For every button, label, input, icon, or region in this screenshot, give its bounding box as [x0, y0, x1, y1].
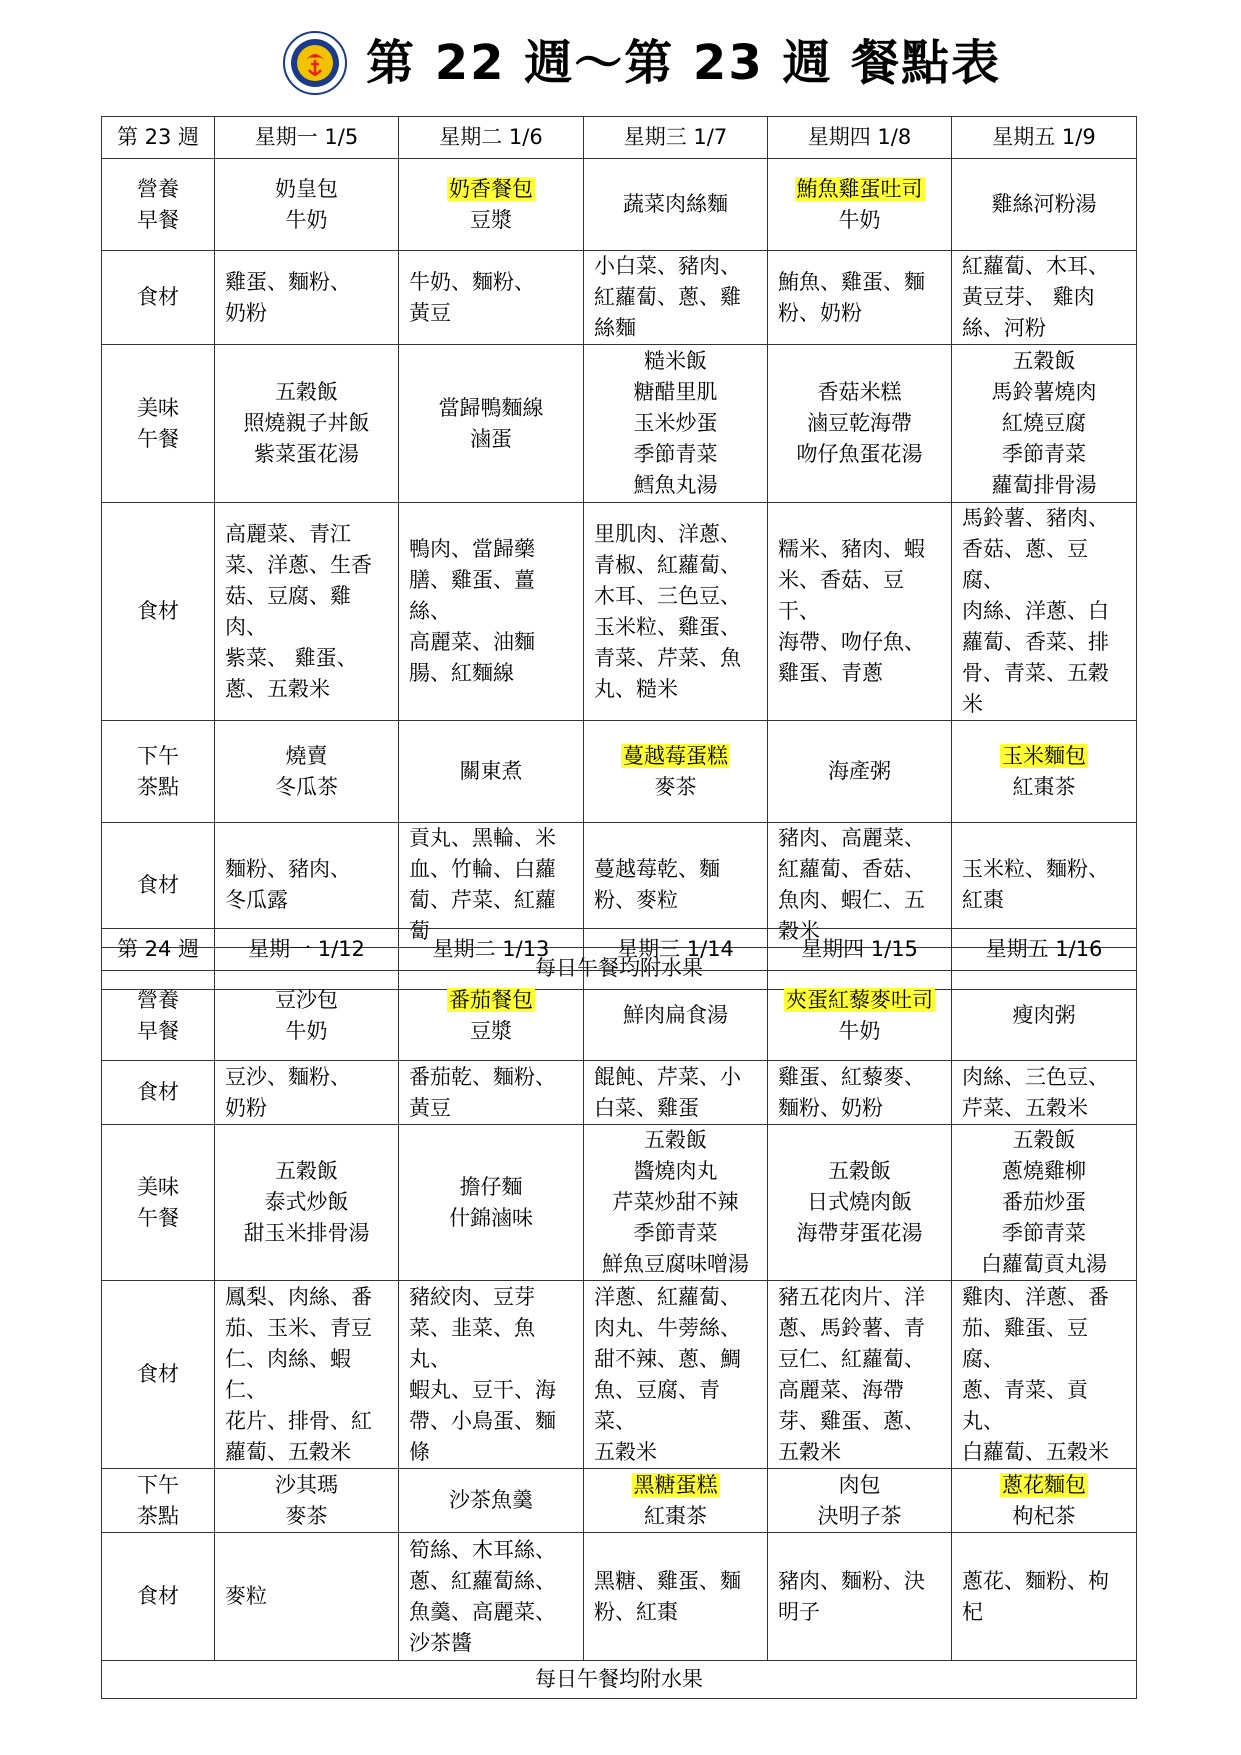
day-header: 星期二 1/13: [399, 929, 584, 971]
lunch-cell: 五穀飯 馬鈴薯燒肉 紅燒豆腐 季節青菜 蘿蔔排骨湯: [952, 345, 1137, 503]
ingredients-cell: 糯米、豬肉、蝦 米、香菇、豆干、 海帶、吻仔魚、 雞蛋、青蔥: [768, 503, 952, 721]
highlighted-item: 蔥花麵包: [1002, 1472, 1086, 1497]
day-header: 星期四 1/15: [768, 929, 952, 971]
breakfast-cell: 雞絲河粉湯: [952, 159, 1137, 251]
breakfast-cell: 夾蛋紅藜麥吐司 牛奶: [768, 971, 952, 1061]
ingredients-label: 食材: [102, 1281, 215, 1469]
snack-cell: 關東煮: [399, 721, 584, 823]
ingredients-label: 食材: [102, 251, 215, 345]
lunch-cell: 五穀飯 照燒親子丼飯 紫菜蛋花湯: [215, 345, 399, 503]
lunch-cell: 五穀飯 泰式炒飯 甜玉米排骨湯: [215, 1125, 399, 1281]
ingredients-cell: 筍絲、木耳絲、 蔥、紅蘿蔔絲、 魚羹、高麗菜、 沙茶醬: [399, 1533, 584, 1661]
ingredients-cell: 豬肉、麵粉、決 明子: [768, 1533, 952, 1661]
note-row: [102, 1661, 1137, 1699]
snack-cell: 蔓越莓蛋糕 麥茶: [584, 721, 768, 823]
fruit-note: 每日午餐均附水果: [102, 948, 1137, 990]
breakfast-cell: 瘦肉粥: [952, 971, 1137, 1061]
ingredients-cell: 貢丸、黑輪、米 血、竹輪、白蘿 蔔、芹菜、紅蘿 蔔: [399, 823, 584, 948]
ingredients-cell: 馬鈴薯、豬肉、 香菇、蔥、豆腐、 肉絲、洋蔥、白 蘿蔔、香菜、排 骨、青菜、五穀 米: [952, 503, 1137, 721]
ingredients-cell: 玉米粒、麵粉、 紅棗: [952, 823, 1137, 948]
breakfast-row: [102, 159, 1137, 251]
day-header: 星期三 1/7: [584, 117, 768, 159]
ingredients-cell: 小白菜、豬肉、 紅蘿蔔、蔥、雞 絲麵: [584, 251, 768, 345]
ingredients-cell: 餛飩、芹菜、小 白菜、雞蛋: [584, 1061, 768, 1125]
snack-cell: 沙茶魚羹: [399, 1469, 584, 1533]
ingredients-cell: 麥粒: [215, 1533, 399, 1661]
menu-table-week-2: [101, 928, 1137, 1699]
highlighted-item: 夾蛋紅藜麥吐司: [786, 987, 933, 1012]
ingredients-label: 食材: [102, 823, 215, 948]
lunch-ingredients-row: [102, 503, 1137, 721]
fruit-note: 每日午餐均附水果: [102, 1661, 1137, 1699]
breakfast-cell: 奶香餐包 豆漿: [399, 159, 584, 251]
ingredients-cell: 雞蛋、麵粉、 奶粉: [215, 251, 399, 345]
lunch-label: 美味 午餐: [102, 1125, 215, 1281]
lunch-cell: 五穀飯 蔥燒雞柳 番茄炒蛋 季節青菜 白蘿蔔貢丸湯: [952, 1125, 1137, 1281]
day-header: 星期一 1/12: [215, 929, 399, 971]
snack-cell: 玉米麵包 紅棗茶: [952, 721, 1137, 823]
breakfast-ingredients-row: [102, 251, 1137, 345]
ingredients-cell: 高麗菜、青江 菜、洋蔥、生香 菇、豆腐、雞肉、 紫菜、 雞蛋、 蔥、五穀米: [215, 503, 399, 721]
lunch-row: [102, 1125, 1137, 1281]
day-header: 星期一 1/5: [215, 117, 399, 159]
ingredients-cell: 雞肉、洋蔥、番 茄、雞蛋、豆腐、 蔥、青菜、貢丸、 白蘿蔔、五穀米: [952, 1281, 1137, 1469]
lunch-cell: 糙米飯 糖醋里肌 玉米炒蛋 季節青菜 鱈魚丸湯: [584, 345, 768, 503]
page-title: 第 22 週～第 23 週 餐點表: [366, 35, 1002, 91]
highlighted-item: 蔓越莓蛋糕: [623, 743, 728, 768]
lunch-cell: 五穀飯 日式燒肉飯 海帶芽蛋花湯: [768, 1125, 952, 1281]
breakfast-row: [102, 971, 1137, 1061]
day-header: 星期四 1/8: [768, 117, 952, 159]
lunch-row: [102, 345, 1137, 503]
ingredients-cell: 鳳梨、肉絲、番 茄、玉米、青豆 仁、肉絲、蝦仁、 花片、排骨、紅 蘿蔔、五穀米: [215, 1281, 399, 1469]
breakfast-ingredients-row: [102, 1061, 1137, 1125]
lunch-ingredients-row: [102, 1281, 1137, 1469]
ingredients-cell: 麵粉、豬肉、 冬瓜露: [215, 823, 399, 948]
ingredients-cell: 蔥花、麵粉、枸 杞: [952, 1533, 1137, 1661]
menu-table-week-1: [101, 116, 1137, 990]
school-logo-icon: [282, 30, 348, 96]
snack-row: [102, 1469, 1137, 1533]
highlighted-item: 玉米麵包: [1002, 743, 1086, 768]
snack-cell: 海產粥: [768, 721, 952, 823]
lunch-cell: 擔仔麵 什錦滷味: [399, 1125, 584, 1281]
breakfast-cell: 奶皇包 牛奶: [215, 159, 399, 251]
ingredients-cell: 洋蔥、紅蘿蔔、 肉丸、牛蒡絲、 甜不辣、蔥、鯛 魚、豆腐、青菜、 五穀米: [584, 1281, 768, 1469]
days-header-row: [102, 929, 1137, 971]
breakfast-cell: 豆沙包 牛奶: [215, 971, 399, 1061]
day-header: 星期五 1/9: [952, 117, 1137, 159]
ingredients-cell: 紅蘿蔔、木耳、 黃豆芽、 雞肉 絲、河粉: [952, 251, 1137, 345]
breakfast-cell: 番茄餐包 豆漿: [399, 971, 584, 1061]
highlighted-item: 奶香餐包: [449, 176, 533, 201]
ingredients-cell: 肉絲、三色豆、 芹菜、五穀米: [952, 1061, 1137, 1125]
snack-cell: 蔥花麵包 枸杞茶: [952, 1469, 1137, 1533]
breakfast-label: 營養 早餐: [102, 159, 215, 251]
breakfast-cell: 鮪魚雞蛋吐司 牛奶: [768, 159, 952, 251]
ingredients-label: 食材: [102, 1533, 215, 1661]
snack-label: 下午 茶點: [102, 721, 215, 823]
ingredients-cell: 豬五花肉片、洋 蔥、馬鈴薯、青 豆仁、紅蘿蔔、 高麗菜、海帶 芽、雞蛋、蔥、 五穀米: [768, 1281, 952, 1469]
day-header: 星期三 1/14: [584, 929, 768, 971]
snack-ingredients-row: [102, 1533, 1137, 1661]
breakfast-label: 營養 早餐: [102, 971, 215, 1061]
snack-cell: 沙其瑪 麥茶: [215, 1469, 399, 1533]
day-header: 星期五 1/16: [952, 929, 1137, 971]
day-header: 星期二 1/6: [399, 117, 584, 159]
ingredients-cell: 豆沙、麵粉、 奶粉: [215, 1061, 399, 1125]
breakfast-cell: 鮮肉扁食湯: [584, 971, 768, 1061]
snack-label: 下午 茶點: [102, 1469, 215, 1533]
lunch-label: 美味 午餐: [102, 345, 215, 503]
breakfast-cell: 蔬菜肉絲麵: [584, 159, 768, 251]
ingredients-cell: 黑糖、雞蛋、麵 粉、紅棗: [584, 1533, 768, 1661]
ingredients-cell: 豬肉、高麗菜、 紅蘿蔔、香菇、 魚肉、蝦仁、五 穀米: [768, 823, 952, 948]
ingredients-cell: 豬絞肉、豆芽 菜、韭菜、魚丸、 蝦丸、豆干、海 帶、小鳥蛋、麵 條: [399, 1281, 584, 1469]
week-label: 第 24 週: [102, 929, 215, 971]
lunch-cell: 香菇米糕 滷豆乾海帶 吻仔魚蛋花湯: [768, 345, 952, 503]
ingredients-cell: 牛奶、麵粉、 黃豆: [399, 251, 584, 345]
ingredients-cell: 番茄乾、麵粉、 黃豆: [399, 1061, 584, 1125]
ingredients-label: 食材: [102, 1061, 215, 1125]
ingredients-cell: 雞蛋、紅藜麥、 麵粉、奶粉: [768, 1061, 952, 1125]
week-label: 第 23 週: [102, 117, 215, 159]
snack-cell: 肉包 決明子茶: [768, 1469, 952, 1533]
ingredients-cell: 里肌肉、洋蔥、 青椒、紅蘿蔔、 木耳、三色豆、 玉米粒、雞蛋、 青菜、芹菜、魚 丸、糙米: [584, 503, 768, 721]
ingredients-cell: 鴨肉、當歸藥 膳、雞蛋、薑絲、 高麗菜、油麵 腸、紅麵線: [399, 503, 584, 721]
highlighted-item: 鮪魚雞蛋吐司: [796, 176, 923, 201]
ingredients-cell: 鮪魚、雞蛋、麵 粉、奶粉: [768, 251, 952, 345]
snack-cell: 黑糖蛋糕 紅棗茶: [584, 1469, 768, 1533]
days-header-row: [102, 117, 1137, 159]
ingredients-cell: 蔓越莓乾、麵 粉、麥粒: [584, 823, 768, 948]
highlighted-item: 黑糖蛋糕: [633, 1472, 718, 1497]
lunch-cell: 五穀飯 醬燒肉丸 芹菜炒甜不辣 季節青菜 鮮魚豆腐味噌湯: [584, 1125, 768, 1281]
page-header: [0, 30, 1241, 100]
lunch-cell: 當歸鴨麵線 滷蛋: [399, 345, 584, 503]
ingredients-label: 食材: [102, 503, 215, 721]
highlighted-item: 番茄餐包: [449, 987, 533, 1012]
snack-cell: 燒賣 冬瓜茶: [215, 721, 399, 823]
snack-row: [102, 721, 1137, 823]
